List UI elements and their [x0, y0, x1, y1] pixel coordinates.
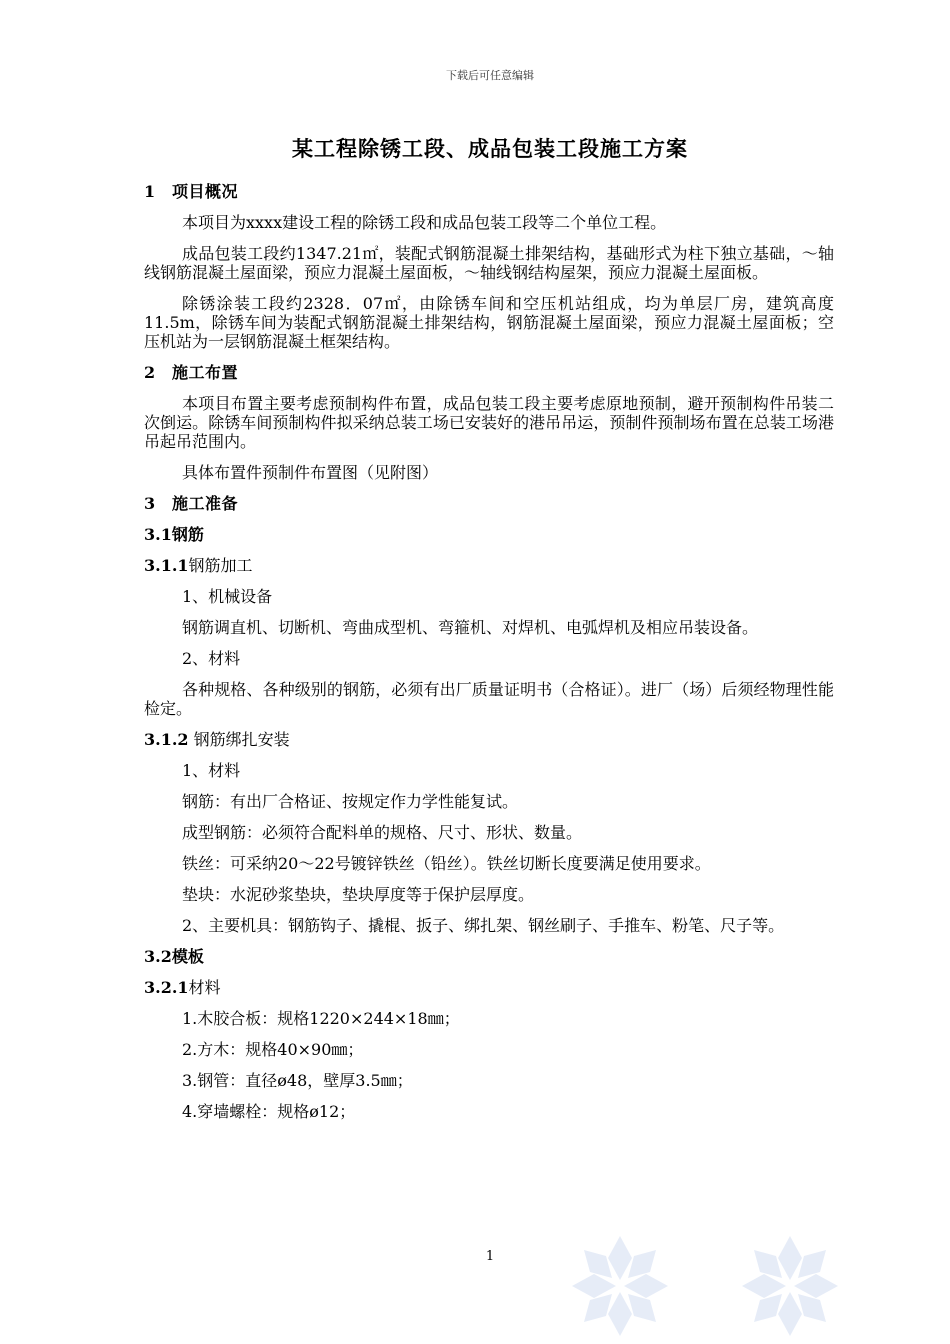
section-title: 项目概况	[172, 182, 239, 201]
header-note: 下载后可任意编辑	[446, 69, 534, 82]
subsection-number: 3.2	[144, 947, 172, 966]
sub-subsection-number: 3.2.1	[144, 978, 189, 997]
document-body	[144, 182, 834, 1133]
section-number: 3	[144, 494, 156, 513]
section-title: 施工布置	[172, 363, 239, 382]
subsection-heading	[144, 525, 834, 544]
paragraph: 具体布置件预制件布置图（见附图）	[182, 463, 439, 482]
paragraph: 本项目为xxxx建设工程的除锈工段和成品包装工段等二个单位工程。	[182, 213, 667, 232]
sub-subsection-number: 3.1.1	[144, 556, 189, 575]
paragraph: 2、主要机具：钢筋钩子、撬棍、扳子、绑扎架、钢丝刷子、手推车、粉笔、尺子等。	[182, 916, 785, 935]
paragraph: 1、机械设备	[182, 587, 273, 606]
section-heading	[144, 182, 834, 201]
paragraph: 钢筋调直机、切断机、弯曲成型机、弯箍机、对焊机、电弧焊机及相应吊装设备。	[182, 618, 759, 637]
snowflake-logo-icon	[560, 1228, 680, 1344]
sub-subsection-heading	[144, 556, 834, 575]
sub-subsection-heading	[144, 978, 834, 997]
paragraph: 2.方木：规格40×90㎜；	[182, 1040, 364, 1059]
paragraph: 成型钢筋：必须符合配料单的规格、尺寸、形状、数量。	[182, 823, 583, 842]
subsection-title: 模板	[171, 947, 204, 966]
section-heading	[144, 494, 834, 513]
section-heading	[144, 363, 834, 382]
paragraph: 除锈涂装工段约2328．07㎡，由除锈车间和空压机站组成，均为单层厂房，建筑高度11.5m，除锈车间为装配式钢筋混凝土排架结构，钢筋混凝土屋面梁，预应力混凝土屋面板；空压机站为一层钢筋混凝土框架结构。	[144, 294, 834, 351]
paragraph: 成品包装工段约1347.21㎡，装配式钢筋混凝土排架结构，基础形式为柱下独立基础，～轴线钢筋混凝土屋面梁，预应力混凝土屋面板，～轴线钢结构屋架，预应力混凝土屋面板。	[144, 244, 834, 282]
page-number: 1	[485, 1249, 495, 1264]
section-number: 2	[144, 363, 156, 382]
subsection-number: 3.1	[144, 525, 172, 544]
sub-subsection-number: 3.1.2	[144, 730, 189, 749]
snowflake-logo-icon	[730, 1228, 850, 1344]
paragraph: 2、材料	[182, 649, 241, 668]
paragraph: 钢筋：有出厂合格证、按规定作力学性能复试。	[182, 792, 519, 811]
paragraph: 3.钢管：直径ø48，壁厚3.5㎜；	[182, 1071, 413, 1090]
paragraph: 铁丝：可采纳20～22号镀锌铁丝（铅丝）。铁丝切断长度要满足使用要求。	[182, 854, 711, 873]
paragraph: 本项目布置主要考虑预制构件布置，成品包装工段主要考虑原地预制，避开预制构件吊装二次倒运。除锈车间预制构件拟采纳总装工场已安装好的港吊吊运，预制件预制场布置在总装工场港吊起吊范围内。	[144, 394, 834, 451]
sub-subsection-title: 材料	[188, 978, 221, 997]
section-number: 1	[144, 182, 156, 201]
document-title: 某工程除锈工段、成品包装工段施工方案	[292, 136, 688, 161]
paragraph: 4.穿墙螺栓：规格ø12；	[182, 1102, 356, 1121]
paragraph: 1、材料	[182, 761, 241, 780]
sub-subsection-heading	[144, 730, 834, 749]
paragraph: 垫块：水泥砂浆垫块，垫块厚度等于保护层厚度。	[182, 885, 535, 904]
subsection-title: 钢筋	[171, 525, 204, 544]
sub-subsection-title: 钢筋加工	[188, 556, 253, 575]
paragraph: 1.木胶合板：规格1220×244×18㎜；	[182, 1009, 460, 1028]
sub-subsection-title: 钢筋绑扎安装	[188, 730, 290, 749]
paragraph: 各种规格、各种级别的钢筋，必须有出厂质量证明书（合格证）。进厂（场）后须经物理性能检定。	[144, 680, 834, 718]
section-title: 施工准备	[172, 494, 239, 513]
subsection-heading	[144, 947, 834, 966]
